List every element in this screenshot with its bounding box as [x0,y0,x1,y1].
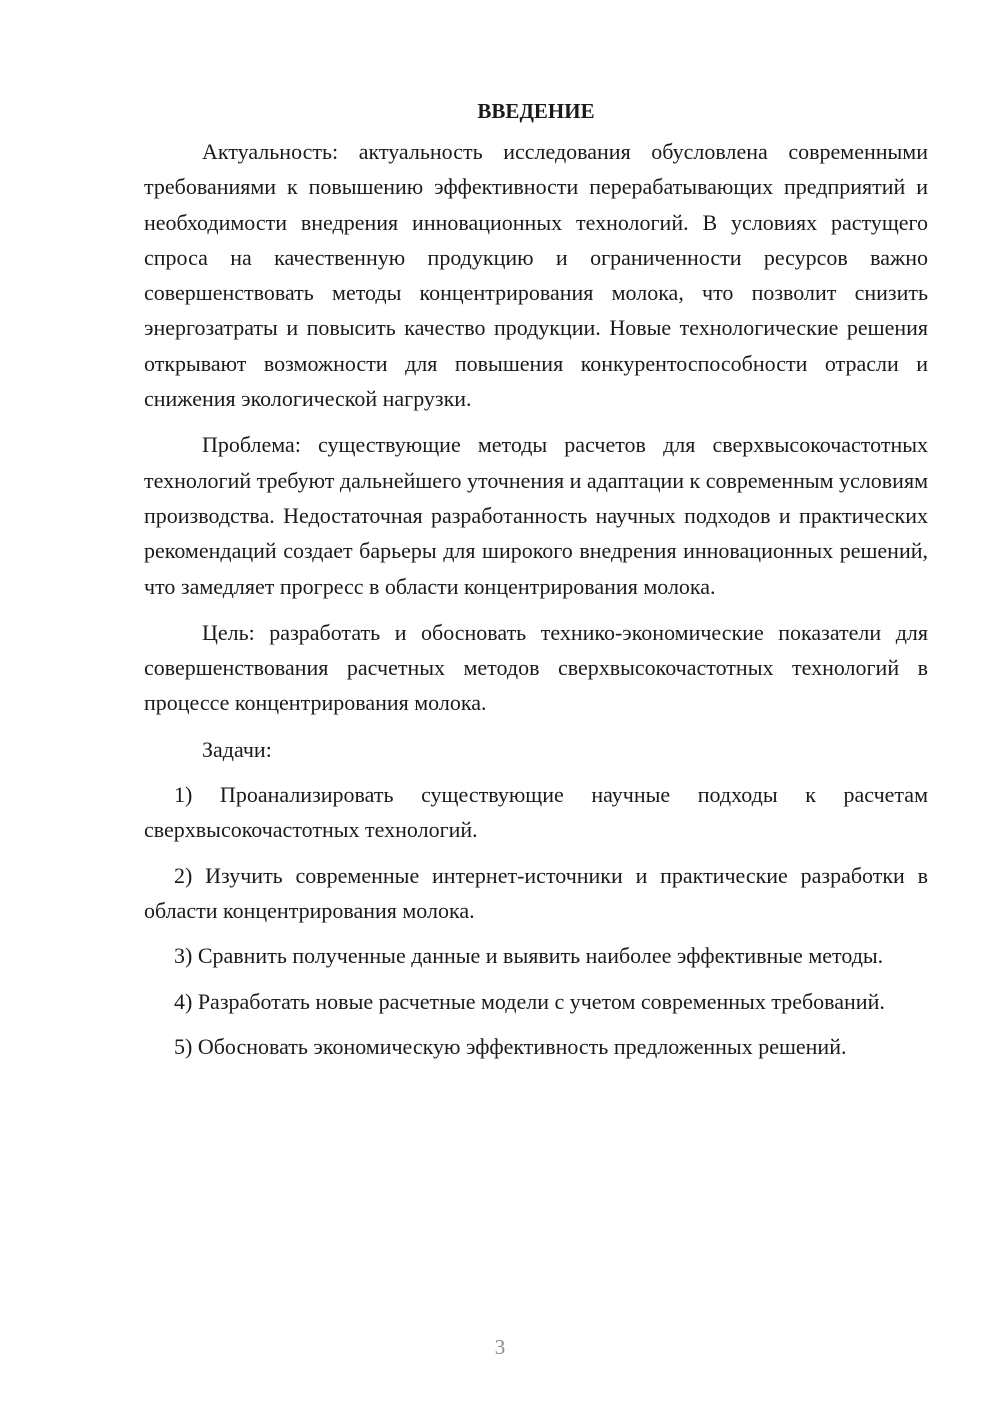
task-item-3: 3) Сравнить полученные данные и выявить наиболее эффективные методы. [174,943,884,969]
task-item-4: 4) Разработать новые расчетные модели с учетом современных требований. [174,988,885,1014]
task-item-5: 5) Обосновать экономическую эффективность предложенных решений. [174,1033,847,1059]
page-content [144,96,928,1074]
paragraph-goal: Цель: разработать и обосновать технико-экономические показатели для совершенствования расчетных методов сверхвысокочастотных технологий в процессе концентрирования молока. [144,619,928,716]
paragraph-relevance: Актуальность: актуальность исследования обусловлена современными требованиями к повышению эффективности перерабатывающих предприятий и необходимости внедрения инновационных технологий. В условиях растущего спроса на качественную продукцию и ограниченности ресурсов важно совершенствовать методы концентрирования молока, что позволит снизить энергозатраты и повысить качество продукции. Новые технологические решения открывают возможности для повышения конкурентоспособности отрасли и снижения экологической нагрузки. [144,139,928,412]
section-title: ВВЕДЕНИЕ [477,99,595,123]
task-item-1: 1) Проанализировать существующие научные подходы к расчетам сверхвысокочастотных технологий. [144,782,928,843]
tasks-heading: Задачи: [202,736,272,762]
task-item-2: 2) Изучить современные интернет-источники и практические разработки в области концентрирования молока. [144,862,928,923]
page-number: 3 [494,1335,506,1359]
paragraph-problem: Проблема: существующие методы расчетов для сверхвысокочастотных технологий требуют дальнейшего уточнения и адаптации к современным условиям производства. Недостаточная разработанность научных подходов и практических рекомендаций создает барьеры для широкого внедрения инновационных решений, что замедляет прогресс в области концентрирования молока. [144,432,928,599]
